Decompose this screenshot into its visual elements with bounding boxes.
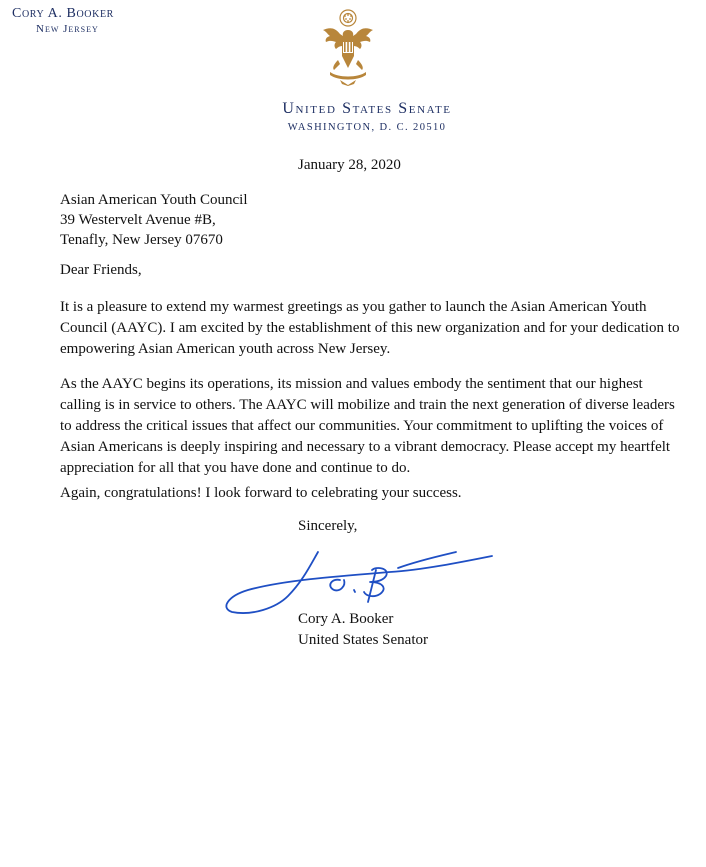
signature: [222, 540, 498, 620]
letter-date: January 28, 2020: [298, 157, 401, 173]
institution-city: WASHINGTON, D. C. 20510: [287, 122, 447, 133]
recipient-address: [60, 190, 248, 250]
body-paragraph: It is a pleasure to extend my warmest greetings as you gather to launch the Asian American Youth Council (AAYC). I am excited by the establishment of this new organization and for your dedication to empowering Asian American youth across New Jersey.: [60, 299, 680, 357]
sender-state: New Jersey: [36, 23, 99, 35]
signer-block: [298, 609, 428, 651]
salutation: Dear Friends,: [60, 262, 142, 278]
recipient-line: Tenafly, New Jersey 07670: [60, 232, 223, 248]
body-paragraph: As the AAYC begins its operations, its mission and values embody the sentiment that our highest calling is in service to others. The AAYC will mobilize and train the next generation of diverse leaders to address the critical issues that affect our communities. Your commitment to uplifting the voices of Asian Americans is deeply inspiring and necessary to a vibrant democracy. Please accept my heartfelt appreciation for all that you have done and continue to do.: [60, 376, 675, 476]
signer-name: Cory A. Booker: [298, 611, 394, 627]
signer-title: United States Senator: [298, 632, 428, 648]
body-paragraph: Again, congratulations! I look forward to celebrating your success.: [60, 485, 462, 501]
sender-block: [12, 7, 114, 35]
closing: Sincerely,: [298, 518, 358, 534]
sender-name: Cory A. Booker: [12, 6, 114, 21]
recipient-line: Asian American Youth Council: [60, 192, 248, 208]
institution-name: United States Senate: [282, 100, 452, 117]
recipient-line: 39 Westervelt Avenue #B,: [60, 212, 216, 228]
great-seal-eagle-icon: [320, 8, 376, 86]
